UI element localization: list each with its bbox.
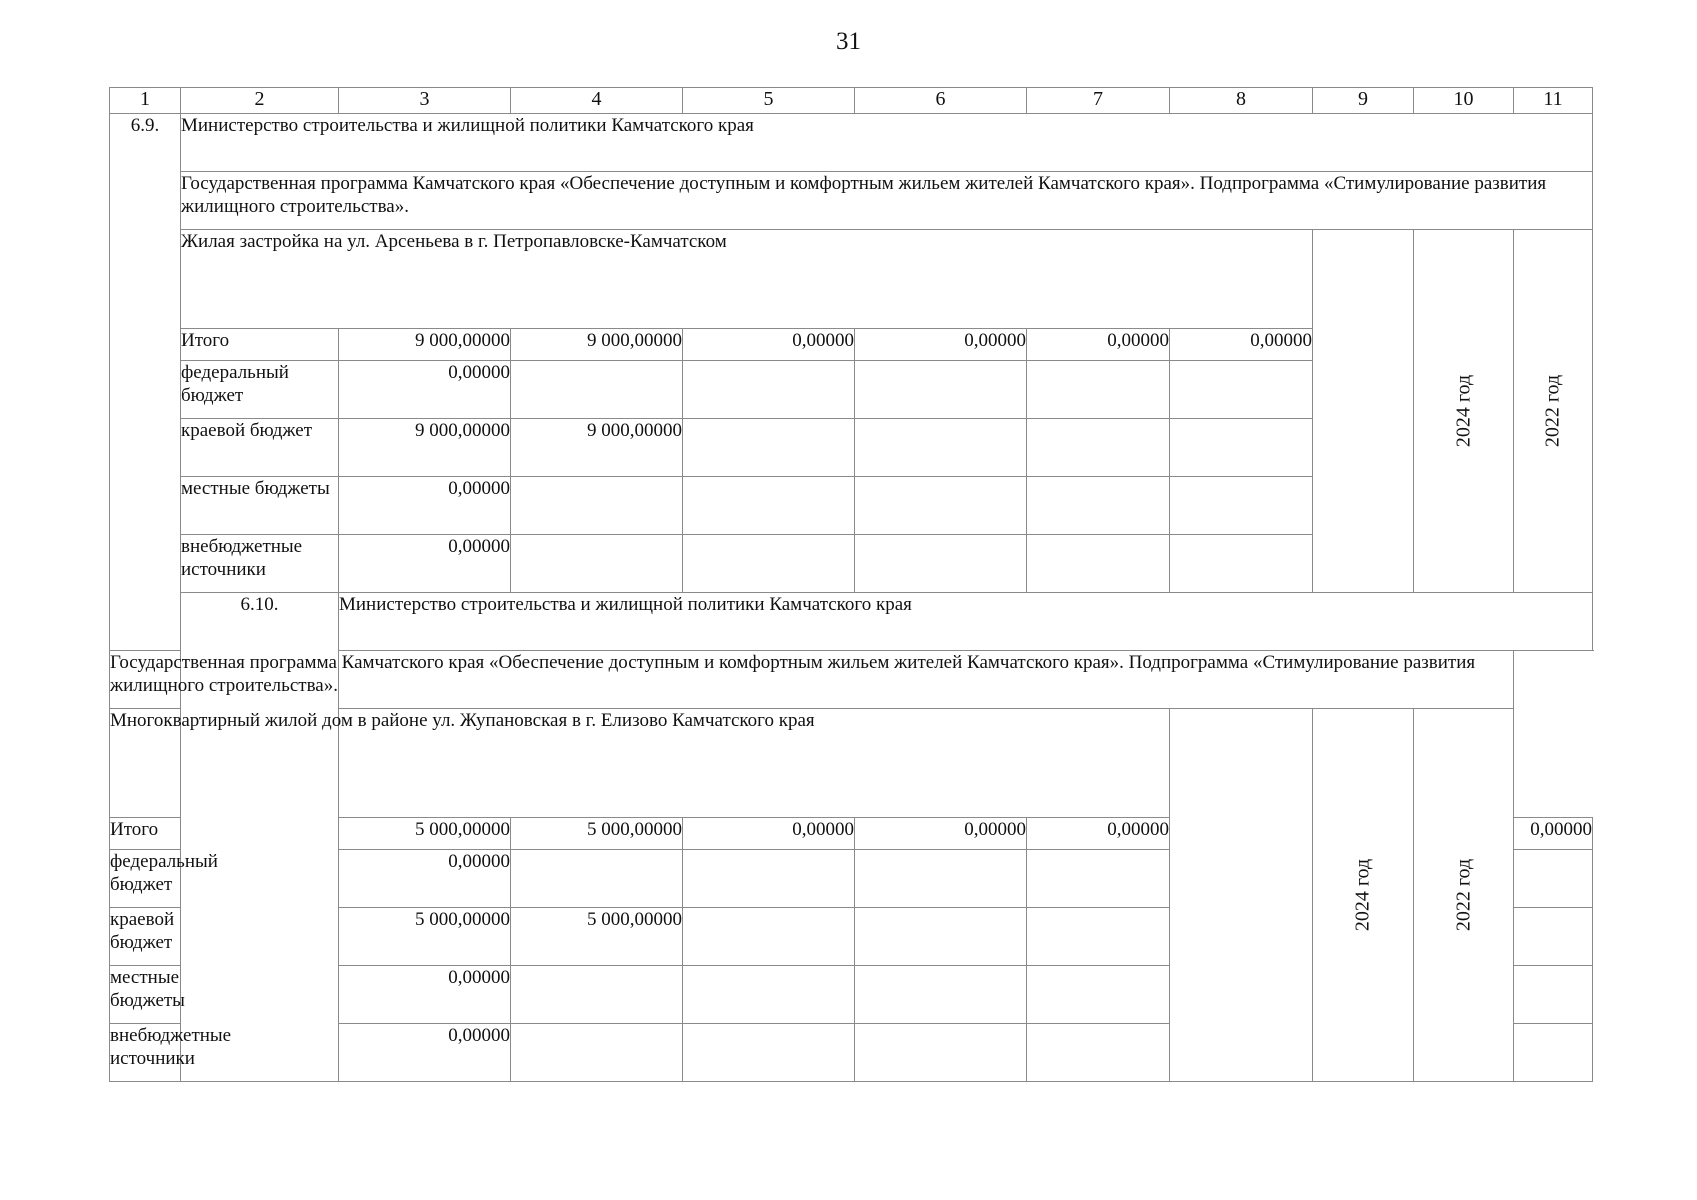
value-cell [855, 477, 1027, 535]
header-cell-4: 4 [511, 88, 683, 114]
value-cell [1514, 966, 1593, 1024]
header-cell-9: 9 [1313, 88, 1414, 114]
header-cell-8: 8 [1170, 88, 1313, 114]
value-cell [511, 361, 683, 419]
completion-year: 2024 год [1452, 374, 1474, 448]
section-ministry-row [110, 593, 1593, 651]
value-cell: 0,00000 [855, 329, 1027, 361]
value-cell [1170, 477, 1313, 535]
value-cell [511, 850, 683, 908]
value-cell [683, 966, 855, 1024]
value-cell: 0,00000 [683, 329, 855, 361]
section-object-row [110, 709, 1593, 818]
value-cell [683, 850, 855, 908]
value-cell: 5 000,00000 [339, 908, 511, 966]
header-cell-7: 7 [1027, 88, 1170, 114]
completion-year-cell [1414, 230, 1514, 593]
value-cell [1027, 535, 1170, 593]
value-cell [1027, 850, 1170, 908]
section-program: Государственная программа Камчатского края «Обеспечение доступным и комфортным жильем жителей Камчатского края». Подпрограмма «Стимулирование развития жилищного строительства». [110, 651, 1514, 709]
value-cell [855, 850, 1027, 908]
section-object-row [110, 230, 1593, 329]
value-cell [1170, 419, 1313, 477]
start-year-cell [1514, 230, 1593, 593]
value-cell: 0,00000 [683, 818, 855, 850]
section-program-row [110, 651, 1593, 709]
section-ministry-row [110, 114, 1593, 172]
value-cell: 9 000,00000 [339, 419, 511, 477]
section-program: Государственная программа Камчатского края «Обеспечение доступным и комфортным жильем жителей Камчатского края». Подпрограмма «Стимулирование развития жилищного строительства». [181, 172, 1593, 230]
value-cell: 0,00000 [1027, 329, 1170, 361]
value-cell: 9 000,00000 [511, 329, 683, 361]
value-cell: 0,00000 [1514, 818, 1593, 850]
value-cell [683, 535, 855, 593]
header-cell-5: 5 [683, 88, 855, 114]
start-year-cell [1414, 709, 1514, 1082]
value-cell [683, 361, 855, 419]
value-cell: 5 000,00000 [339, 818, 511, 850]
value-cell: 0,00000 [855, 818, 1027, 850]
col9-cell [1170, 709, 1313, 1082]
value-cell [1170, 361, 1313, 419]
header-row [110, 88, 1593, 114]
value-cell: 0,00000 [339, 850, 511, 908]
header-cell-1: 1 [110, 88, 181, 114]
section-ministry: Министерство строительства и жилищной политики Камчатского края [181, 114, 1593, 172]
section-number: 6.9. [110, 114, 181, 651]
value-cell [1514, 1024, 1593, 1082]
row-label: внебюджетные источники [110, 1024, 181, 1082]
completion-year-cell [1313, 709, 1414, 1082]
section-ministry: Министерство строительства и жилищной политики Камчатского края [339, 593, 1593, 651]
value-cell [683, 908, 855, 966]
value-cell: 5 000,00000 [511, 818, 683, 850]
value-cell [855, 535, 1027, 593]
value-cell [855, 908, 1027, 966]
header-cell-10: 10 [1414, 88, 1514, 114]
section-number: 6.10. [181, 593, 339, 1082]
value-cell [683, 1024, 855, 1082]
value-cell: 0,00000 [339, 535, 511, 593]
col9-cell [1313, 230, 1414, 593]
value-cell [855, 966, 1027, 1024]
header-cell-11: 11 [1514, 88, 1593, 114]
header-cell-2: 2 [181, 88, 339, 114]
value-cell [1027, 361, 1170, 419]
value-cell: 0,00000 [339, 361, 511, 419]
section-program-row [110, 172, 1593, 230]
row-label: местные бюджеты [110, 966, 181, 1024]
value-cell: 0,00000 [339, 966, 511, 1024]
value-cell: 0,00000 [1170, 329, 1313, 361]
value-cell: 9 000,00000 [511, 419, 683, 477]
value-cell [1027, 419, 1170, 477]
value-cell: 0,00000 [339, 1024, 511, 1082]
row-label: краевой бюджет [181, 419, 339, 477]
start-year: 2022 год [1541, 374, 1564, 448]
value-cell [1514, 908, 1593, 966]
value-cell [511, 966, 683, 1024]
value-cell [1514, 850, 1593, 908]
value-cell [1027, 966, 1170, 1024]
section-object: Жилая застройка на ул. Арсеньева в г. Петропавловске-Камчатском [181, 230, 1313, 329]
value-cell [855, 419, 1027, 477]
value-cell [1027, 1024, 1170, 1082]
row-label: краевой бюджет [110, 908, 181, 966]
value-cell [511, 1024, 683, 1082]
value-cell [1027, 477, 1170, 535]
header-cell-3: 3 [339, 88, 511, 114]
row-label: Итого [110, 818, 181, 850]
value-cell [683, 419, 855, 477]
start-year: 2022 год [1452, 858, 1474, 932]
row-label: внебюджетные источники [181, 535, 339, 593]
value-cell: 5 000,00000 [511, 908, 683, 966]
value-cell: 9 000,00000 [339, 329, 511, 361]
value-cell [1170, 535, 1313, 593]
budget-table [109, 87, 1593, 1082]
page-number: 31 [836, 28, 861, 55]
value-cell: 0,00000 [1027, 818, 1170, 850]
value-cell [1027, 908, 1170, 966]
value-cell [511, 477, 683, 535]
value-cell: 0,00000 [339, 477, 511, 535]
section-object: Многоквартирный жилой дом в районе ул. Жупановская в г. Елизово Камчатского края [110, 709, 1170, 818]
completion-year: 2024 год [1351, 858, 1374, 932]
value-cell [855, 361, 1027, 419]
header-cell-6: 6 [855, 88, 1027, 114]
row-label: федеральный бюджет [110, 850, 181, 908]
row-label: местные бюджеты [181, 477, 339, 535]
value-cell [511, 535, 683, 593]
row-label: Итого [181, 329, 339, 361]
value-cell [683, 477, 855, 535]
value-cell [855, 1024, 1027, 1082]
row-label: федеральный бюджет [181, 361, 339, 419]
